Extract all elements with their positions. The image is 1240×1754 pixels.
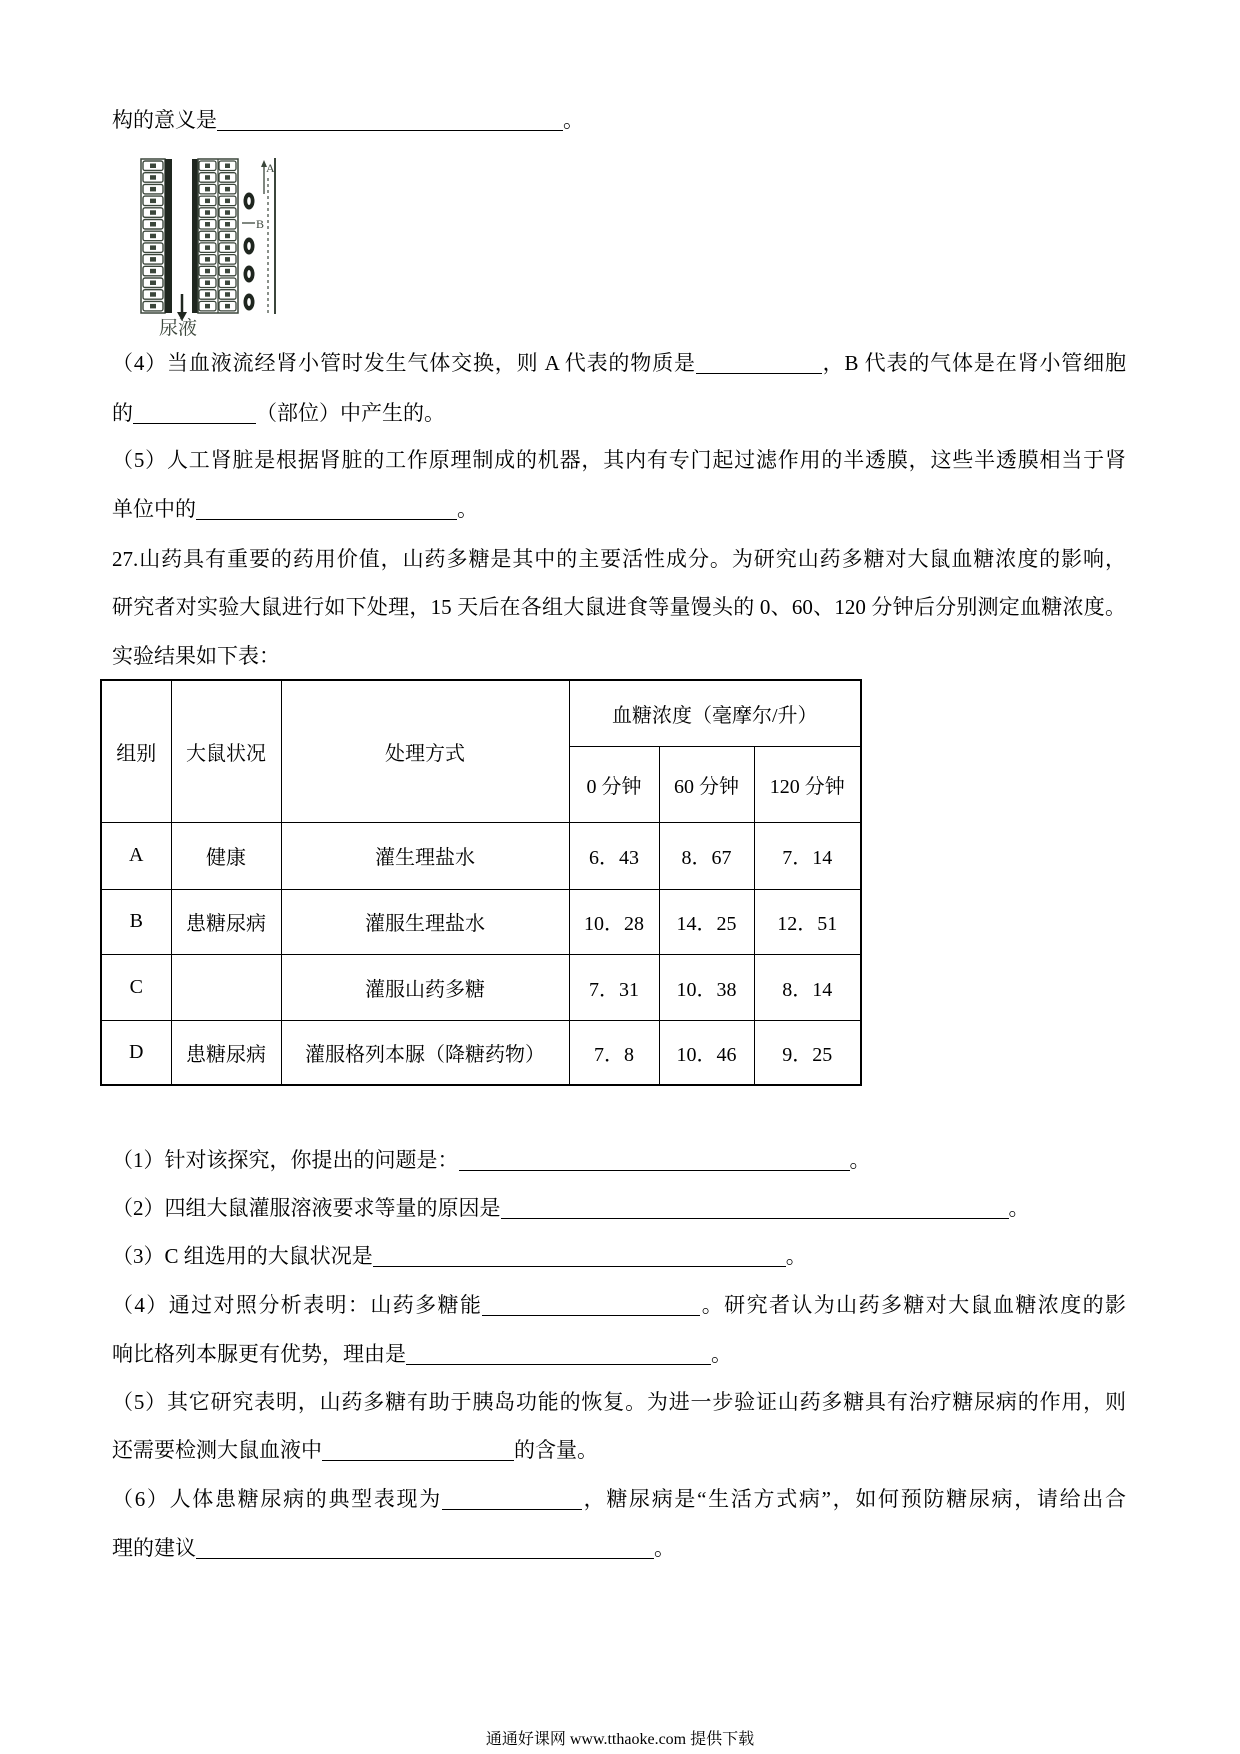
cell-nucleus bbox=[205, 199, 210, 204]
answer-blank bbox=[133, 403, 256, 424]
label-urine: 尿液 bbox=[159, 318, 198, 336]
line-text: 实验结果如下表： bbox=[112, 644, 280, 668]
q27-part1 bbox=[112, 1145, 871, 1175]
cell-nucleus bbox=[150, 187, 156, 192]
cell-nucleus bbox=[150, 257, 156, 262]
cell-group: A bbox=[101, 822, 171, 889]
renal-tubule-diagram bbox=[138, 154, 283, 336]
table-row bbox=[101, 1020, 861, 1085]
blood-cell-center bbox=[247, 270, 251, 278]
cell-nucleus bbox=[205, 269, 210, 274]
cell-nucleus bbox=[225, 199, 230, 204]
page-footer: 通通好课网 www.tthaoke.com 提供下载 bbox=[485, 1731, 755, 1748]
cell-nucleus bbox=[150, 175, 156, 180]
q27-stem-line3 bbox=[112, 641, 280, 671]
urine-flow-arrow bbox=[177, 294, 187, 321]
table-row bbox=[101, 822, 861, 889]
cell-nucleus bbox=[150, 234, 156, 239]
cell-time-0: 7．31 bbox=[569, 954, 659, 1020]
cell-rat-status: 患糖尿病 bbox=[171, 889, 281, 954]
line-text: 。 bbox=[457, 497, 478, 521]
results-table bbox=[100, 679, 862, 1086]
cell-nucleus bbox=[225, 222, 230, 227]
line-text: ，B 代表的气体是在肾小管细胞 bbox=[821, 351, 1126, 375]
line-text: 单位中的 bbox=[112, 497, 196, 521]
q27-part4-line1 bbox=[112, 1290, 1126, 1320]
cell-time-0: 10．28 bbox=[569, 889, 659, 954]
line-text: 的含量。 bbox=[514, 1438, 598, 1462]
cell-rat-status: 健康 bbox=[171, 822, 281, 889]
header-time-60: 60 分钟 bbox=[659, 746, 754, 822]
answer-blank bbox=[459, 1150, 850, 1171]
answer-blank bbox=[196, 499, 457, 520]
cell-time-0: 6．43 bbox=[569, 822, 659, 889]
line-text: （部位）中产生的。 bbox=[256, 401, 445, 425]
line-text: （5）人工肾脏是根据肾脏的工作原理制成的机器，其内有专门起过滤作用的半透膜，这些半透膜相当于肾 bbox=[112, 448, 1126, 472]
header-time-120: 120 分钟 bbox=[754, 746, 861, 822]
line-text: 还需要检测大鼠血液中 bbox=[112, 1438, 322, 1462]
line-text: 响比格列本脲更有优势，理由是 bbox=[112, 1342, 406, 1366]
line-text: 27.山药具有重要的药用价值，山药多糖是其中的主要活性成分。为研究山药多糖对大鼠血糖浓度的影响， bbox=[112, 547, 1126, 571]
cell-nucleus bbox=[225, 164, 230, 169]
cell-group: B bbox=[101, 889, 171, 954]
cell-nucleus bbox=[205, 222, 210, 227]
cell-group: C bbox=[101, 954, 171, 1020]
line-text: （5）其它研究表明，山药多糖有助于胰岛功能的恢复。为进一步验证山药多糖具有治疗糖尿病的作用，则 bbox=[112, 1390, 1126, 1414]
header-group: 组别 bbox=[101, 680, 171, 822]
cell-treatment: 灌服山药多糖 bbox=[281, 954, 569, 1020]
cell-time-60: 14．25 bbox=[659, 889, 754, 954]
cell-nucleus bbox=[205, 304, 210, 309]
line-text: （3）C 组选用的大鼠状况是 bbox=[112, 1244, 373, 1268]
epithelial-cell-column bbox=[143, 161, 163, 311]
cell-nucleus bbox=[225, 269, 230, 274]
line-text: （4）通过对照分析表明：山药多糖能 bbox=[112, 1293, 483, 1317]
cell-nucleus bbox=[225, 187, 230, 192]
q27-part3 bbox=[112, 1241, 807, 1271]
cell-time-120: 12．51 bbox=[754, 889, 861, 954]
cell-nucleus bbox=[150, 304, 156, 309]
line-text: （1）针对该探究，你提出的问题是： bbox=[112, 1148, 459, 1172]
line-text: 的 bbox=[112, 401, 133, 425]
capillary bbox=[244, 158, 276, 314]
header-rat-status: 大鼠状况 bbox=[171, 680, 281, 822]
answer-blank bbox=[196, 1538, 654, 1559]
cell-nucleus bbox=[150, 292, 156, 297]
q27-part6-line1 bbox=[112, 1484, 1126, 1514]
header-treatment: 处理方式 bbox=[281, 680, 569, 822]
line-text: 。 bbox=[654, 1536, 675, 1560]
q26-meaning-line bbox=[112, 105, 584, 135]
cell-group: D bbox=[101, 1020, 171, 1085]
cell-nucleus bbox=[205, 245, 210, 250]
answer-blank bbox=[482, 1295, 700, 1316]
cell-time-60: 10．38 bbox=[659, 954, 754, 1020]
line-text: （6）人体患糖尿病的典型表现为 bbox=[112, 1487, 442, 1511]
line-text: （2）四组大鼠灌服溶液要求等量的原因是 bbox=[112, 1196, 501, 1220]
cell-treatment: 灌生理盐水 bbox=[281, 822, 569, 889]
line-text: （4）当血液流经肾小管时发生气体交换，则 A 代表的物质是 bbox=[112, 351, 696, 375]
cell-nucleus bbox=[225, 210, 230, 215]
line-text: 。 bbox=[785, 1244, 807, 1268]
answer-blank bbox=[406, 1344, 711, 1365]
cell-nucleus bbox=[225, 281, 230, 286]
cell-nucleus bbox=[150, 222, 156, 227]
cell-nucleus bbox=[150, 245, 156, 250]
cell-nucleus bbox=[150, 164, 156, 169]
cell-nucleus bbox=[150, 199, 156, 204]
blood-cell-group bbox=[244, 193, 255, 311]
line-text: 研究者对实验大鼠进行如下处理，15 天后在各组大鼠进食等量馒头的 0、60、120 分钟后分别测定血糖浓度。 bbox=[112, 595, 1126, 619]
table-header-row bbox=[101, 680, 861, 746]
answer-blank bbox=[696, 353, 822, 374]
cell-time-0: 7．8 bbox=[569, 1020, 659, 1085]
basement-membrane bbox=[165, 159, 172, 313]
q26-part4-line1 bbox=[112, 348, 1126, 378]
q27-part2 bbox=[112, 1193, 1030, 1223]
cell-rat-status: 患糖尿病 bbox=[171, 1020, 281, 1085]
cell-nucleus bbox=[205, 164, 210, 169]
header-time-0: 0 分钟 bbox=[569, 746, 659, 822]
answer-blank bbox=[501, 1198, 1009, 1219]
cell-nucleus bbox=[205, 257, 210, 262]
table-row bbox=[101, 954, 861, 1020]
answer-blank bbox=[373, 1246, 786, 1267]
cell-nucleus bbox=[205, 292, 210, 297]
line-text: 构的意义是 bbox=[112, 108, 217, 132]
left-tubule-wall bbox=[141, 159, 172, 313]
line-text: 。 bbox=[849, 1148, 871, 1172]
q27-stem-line1 bbox=[112, 544, 1126, 574]
cell-nucleus bbox=[205, 175, 210, 180]
line-text: ，糖尿病是“生活方式病”，如何预防糖尿病，请给出合 bbox=[581, 1487, 1127, 1511]
answer-blank bbox=[442, 1489, 582, 1510]
cell-rat-status bbox=[171, 954, 281, 1020]
cell-nucleus bbox=[205, 234, 210, 239]
cell-time-120: 8．14 bbox=[754, 954, 861, 1020]
line-text: 。 bbox=[711, 1342, 732, 1366]
cell-nucleus bbox=[150, 210, 156, 215]
cell-time-120: 9．25 bbox=[754, 1020, 861, 1085]
line-text: 理的建议 bbox=[112, 1536, 196, 1560]
cell-nucleus bbox=[205, 187, 210, 192]
cell-time-120: 7．14 bbox=[754, 822, 861, 889]
q27-stem-line2 bbox=[112, 592, 1126, 622]
answer-blank bbox=[217, 110, 563, 131]
answer-blank bbox=[322, 1440, 514, 1461]
cell-nucleus bbox=[205, 281, 210, 286]
cell-nucleus bbox=[205, 210, 210, 215]
cell-nucleus bbox=[225, 175, 230, 180]
cell-time-60: 10．46 bbox=[659, 1020, 754, 1085]
cell-treatment: 灌服生理盐水 bbox=[281, 889, 569, 954]
q27-part4-line2 bbox=[112, 1339, 732, 1369]
table-row bbox=[101, 889, 861, 954]
label-b: B bbox=[256, 217, 265, 231]
cell-nucleus bbox=[150, 281, 156, 286]
cell-nucleus bbox=[225, 304, 230, 309]
cell-nucleus bbox=[225, 234, 230, 239]
q26-part5-line1 bbox=[112, 445, 1126, 475]
cell-nucleus bbox=[225, 292, 230, 297]
cell-nucleus bbox=[225, 245, 230, 250]
cell-nucleus bbox=[225, 257, 230, 262]
line-text: 。 bbox=[1008, 1196, 1030, 1220]
right-tubule-wall bbox=[192, 159, 238, 313]
cell-treatment: 灌服格列本脲（降糖药物） bbox=[281, 1020, 569, 1085]
line-text: 。研究者认为山药多糖对大鼠血糖浓度的影 bbox=[700, 1293, 1127, 1317]
cell-nucleus bbox=[150, 269, 156, 274]
header-glucose: 血糖浓度（毫摩尔/升） bbox=[569, 680, 861, 746]
cell-time-60: 8．67 bbox=[659, 822, 754, 889]
label-a: A bbox=[266, 161, 275, 175]
line-text: 。 bbox=[563, 108, 584, 132]
q27-part5-line2 bbox=[112, 1435, 598, 1465]
q27-part5-line1 bbox=[112, 1387, 1126, 1417]
q27-part6-line2 bbox=[112, 1533, 675, 1563]
blood-cell-center bbox=[247, 242, 251, 250]
blood-cell-center bbox=[247, 197, 251, 205]
q26-part5-line2 bbox=[112, 494, 478, 524]
basement-membrane bbox=[192, 159, 198, 313]
blood-cell-center bbox=[247, 298, 251, 306]
q26-part4-line2 bbox=[112, 398, 445, 428]
